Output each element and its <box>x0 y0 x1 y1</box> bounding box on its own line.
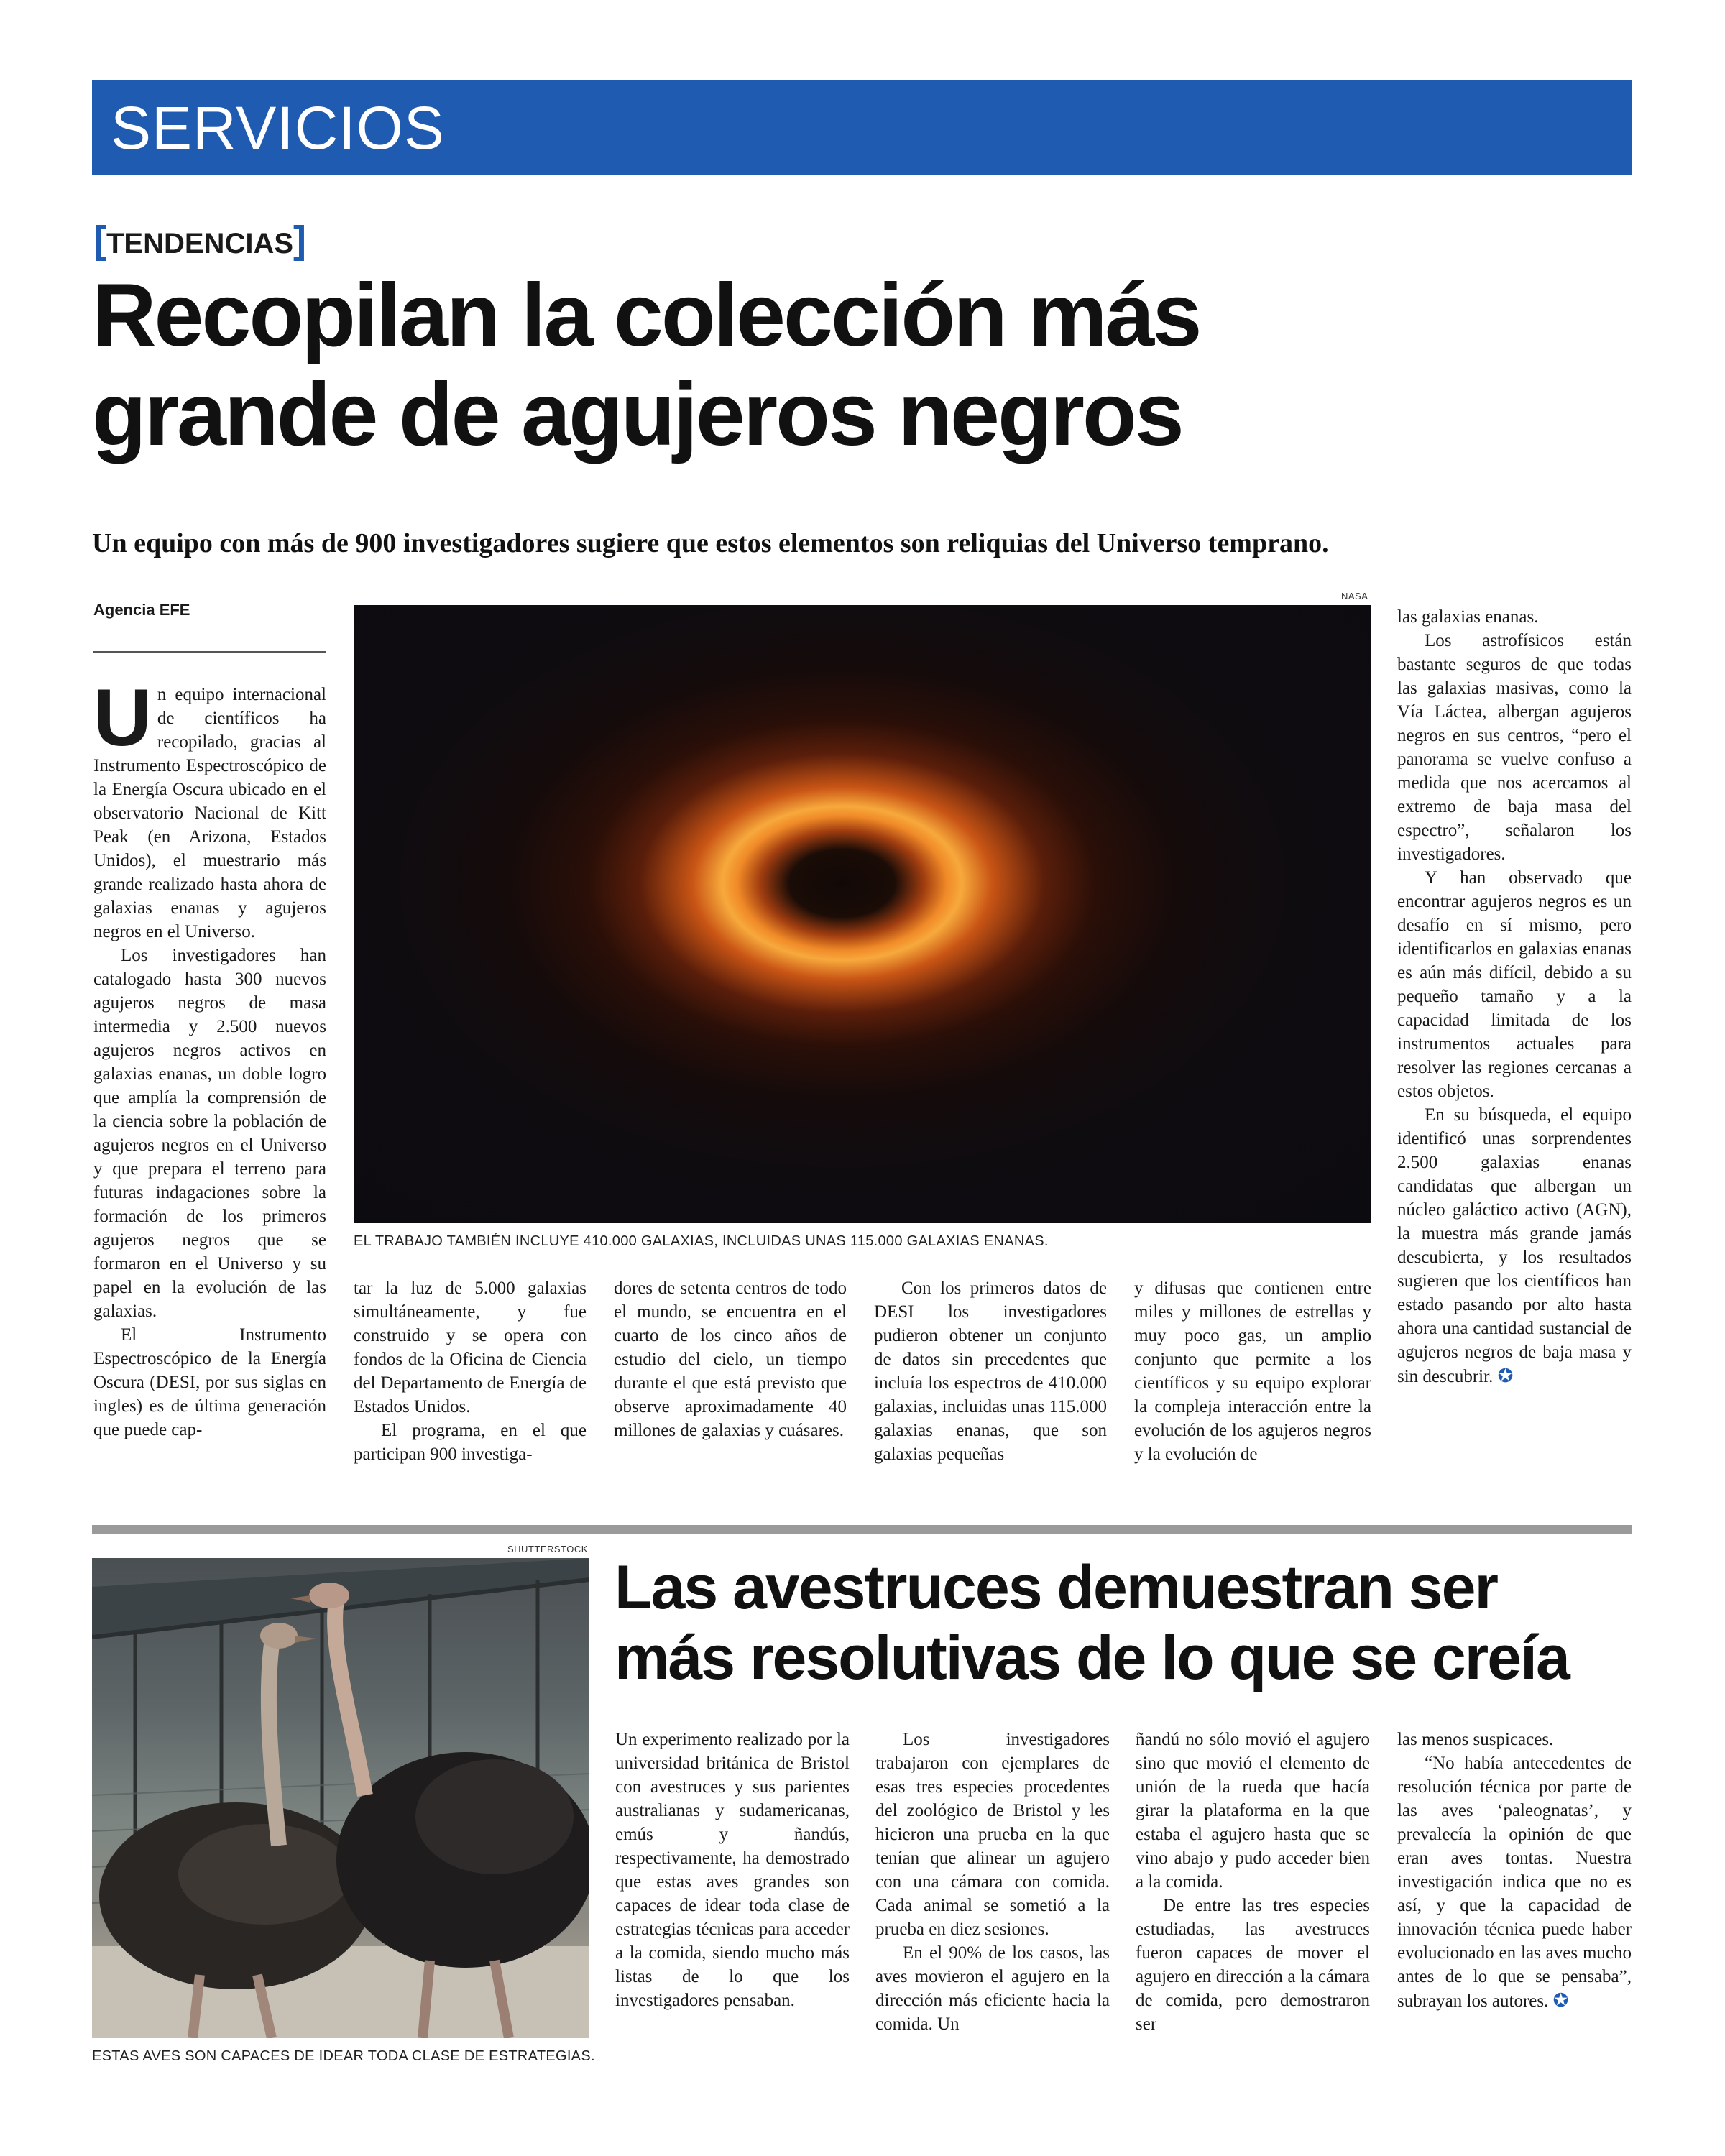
paragraph: En su búsqueda, el equipo identificó unas sorprendentes 2.500 galaxias enanas candidatas que albergan un núcleo galáctico activo (AGN), la muestra más grande jamás descubierta, y los resultados sugieren que los científicos han estado pasando por alto hasta ahora una cantidad sustancial de agujeros negros de baja masa y sin descubrir. ✪ <box>1397 1105 1632 1386</box>
paragraph: El Instrumento Espectroscópico de la Energía Oscura (DESI, por sus siglas en ingles) es de última generación que puede cap- <box>93 1325 326 1439</box>
headline-2 <box>615 1552 1635 1693</box>
paragraph: y difusas que contienen entre miles y millones de estrellas y muy poco gas, un amplio conjunto que permite a los científicos y su equipo explorar la compleja interacción entre la evolución de los agujeros negros y la evolución de <box>1134 1279 1371 1464</box>
drop-cap: U <box>93 683 152 763</box>
photo-credit: NASA <box>1341 591 1368 602</box>
paragraph: Los astrofísicos están bastante seguros de que todas las galaxias masivas, como la Vía Láctea, albergan agujeros negros en sus centros, “pero el panorama se vuelve confuso a medida que nos acercamos al extremo de baja masa del espectro”, señalaron los investigadores. <box>1397 631 1632 864</box>
paragraph: Y han observado que encontrar agujeros negros es un desafío en sí mismo, pero identificarlos en galaxias enanas es aún más difícil, debido a su pequeño tamaño y a la capacidad limitada de los instrumentos actuales para resolver las regiones cercanas a estos objetos. <box>1397 868 1632 1101</box>
article1-column-6 <box>1397 605 1632 1503</box>
ostriches-illustration <box>92 1558 589 2038</box>
ostriches-photo <box>92 1558 589 2038</box>
headline-2-line-2: más resolutivas de lo que se creía <box>615 1623 1569 1692</box>
end-mark-icon: ✪ <box>1497 1365 1514 1386</box>
article2-column-1 <box>615 1728 850 2073</box>
paragraph: Los investigadores han catalogado hasta 300 nuevos agujeros negros de masa intermedia y 2.500 nuevos agujeros negros activos en galaxias enanas, un doble logro que amplía la comprensión de la ciencia sobre la población de agujeros negros en el Universo y que prepara el terreno para futuras indagaciones sobre la formación de los primeros agujeros negros que se formaron en el Universo y su papel en la evolución de las galaxias. <box>93 946 326 1321</box>
photo-credit: SHUTTERSTOCK <box>507 1544 588 1554</box>
kicker-bracket-right: ] <box>293 218 306 262</box>
deck: Un equipo con más de 900 investigadores sugiere que estos elementos son reliquias del Universo temprano. <box>92 528 1329 558</box>
article1-column-5 <box>1134 1276 1371 1499</box>
kicker-label: TENDENCIAS <box>106 228 294 259</box>
paragraph: Un experimento realizado por la universidad británica de Bristol con avestruces y sus parientes australianas y sudamericanas, emús y ñandús, respectivamente, ha demostrado que estas aves grandes son capaces de idear toda clase de estrategias técnicas para acceder a la comida, siendo mucho más listas de lo que los investigadores pensaban. <box>615 1730 850 2010</box>
article1-column-4 <box>874 1276 1107 1499</box>
kicker <box>93 220 306 264</box>
headline-line-2: grande de agujeros negros <box>92 365 1182 464</box>
headline-2-line-1: Las avestruces demuestran ser <box>615 1553 1497 1622</box>
paragraph: las galaxias enanas. <box>1397 607 1539 627</box>
article2-column-4 <box>1397 1728 1632 2073</box>
paragraph: El programa, en el que participan 900 investiga- <box>354 1421 586 1464</box>
paragraph: Con los primeros datos de DESI los investigadores pudieron obtener un conjunto de datos sin precedentes que incluía los espectros de 410.000 galaxias, incluidas unas 115.000 galaxias enanas, que son galaxias pequeñas <box>874 1279 1107 1464</box>
article-divider <box>92 1525 1632 1534</box>
paragraph: “No había antecedentes de resolución técnica por parte de las aves ‘paleognatas’, y prevalecía la opinión de que eran aves tontas. Nuestra investigación indica que no es así, y que la capacidad de innovación técnica puede haber evolucionado en las aves mucho antes de lo que se pensaba”, subrayan los autores. ✪ <box>1397 1754 1632 2011</box>
headline <box>92 266 1601 464</box>
paragraph: las menos suspicaces. <box>1397 1730 1554 1749</box>
paragraph: tar la luz de 5.000 galaxias simultáneamente, y fue construido y se opera con fondos de la Oficina de Ciencia del Departamento de Energía de Estados Unidos. <box>354 1279 586 1416</box>
photo-caption: ESTAS AVES SON CAPACES DE IDEAR TODA CLASE DE ESTRATEGIAS. <box>92 2048 595 2064</box>
paragraph: ñandú no sólo movió el agujero sino que movió el elemento de unión de la rueda que hacía girar la plataforma en la que estaba el agujero hasta que se vino abajo y pudo acceder bien a la comida. <box>1136 1730 1370 1892</box>
paragraph: dores de setenta centros de todo el mundo, se encuentra en el cuarto de los cinco años de estudio del cielo, un tiempo durante el que está previsto que observe aproximadamente 40 millones de galaxias y cuásares. <box>614 1279 847 1440</box>
paragraph: Los investigadores trabajaron con ejemplares de esas tres especies procedentes del zoológico de Bristol y les hicieron una prueba en la que tenían que alinear un agujero con una cámara con comida. Cada animal se sometió a la prueba en diez sesiones. <box>875 1730 1110 1939</box>
section-title: SERVICIOS <box>111 94 445 162</box>
photo-caption: EL TRABAJO TAMBIÉN INCLUYE 410.000 GALAXIAS, INCLUIDAS UNAS 115.000 GALAXIAS ENANAS. <box>354 1233 1049 1249</box>
byline-rule <box>93 651 326 653</box>
article1-column-3 <box>614 1276 847 1499</box>
end-mark-icon: ✪ <box>1552 1989 1569 2011</box>
paragraph: Un equipo internacional de científicos ha recopilado, gracias al Instrumento Espectroscópico de la Energía Oscura ubicado en el observatorio Nacional de Kitt Peak (en Arizona, Estados Unidos), el muestrario más grande realizado hasta ahora de galaxias enanas y agujeros negros en el Universo. <box>93 683 326 941</box>
paragraph: En el 90% de los casos, las aves movieron el agujero en la dirección más eficiente hacia la comida. Un <box>875 1943 1110 2034</box>
byline: Agencia EFE <box>93 601 190 619</box>
article1-column-1 <box>93 683 326 1495</box>
paragraph: De entre las tres especies estudiadas, las avestruces fueron capaces de mover el agujero en dirección a la cámara de comida, pero demostraron ser <box>1136 1896 1370 2034</box>
headline-line-1: Recopilan la colección más <box>92 266 1200 365</box>
article2-column-3 <box>1136 1728 1370 2073</box>
article2-column-2 <box>875 1728 1110 2073</box>
article1-column-2 <box>354 1276 586 1499</box>
kicker-bracket-left: [ <box>93 218 106 262</box>
section-band <box>92 80 1632 175</box>
black-hole-photo <box>354 605 1371 1223</box>
